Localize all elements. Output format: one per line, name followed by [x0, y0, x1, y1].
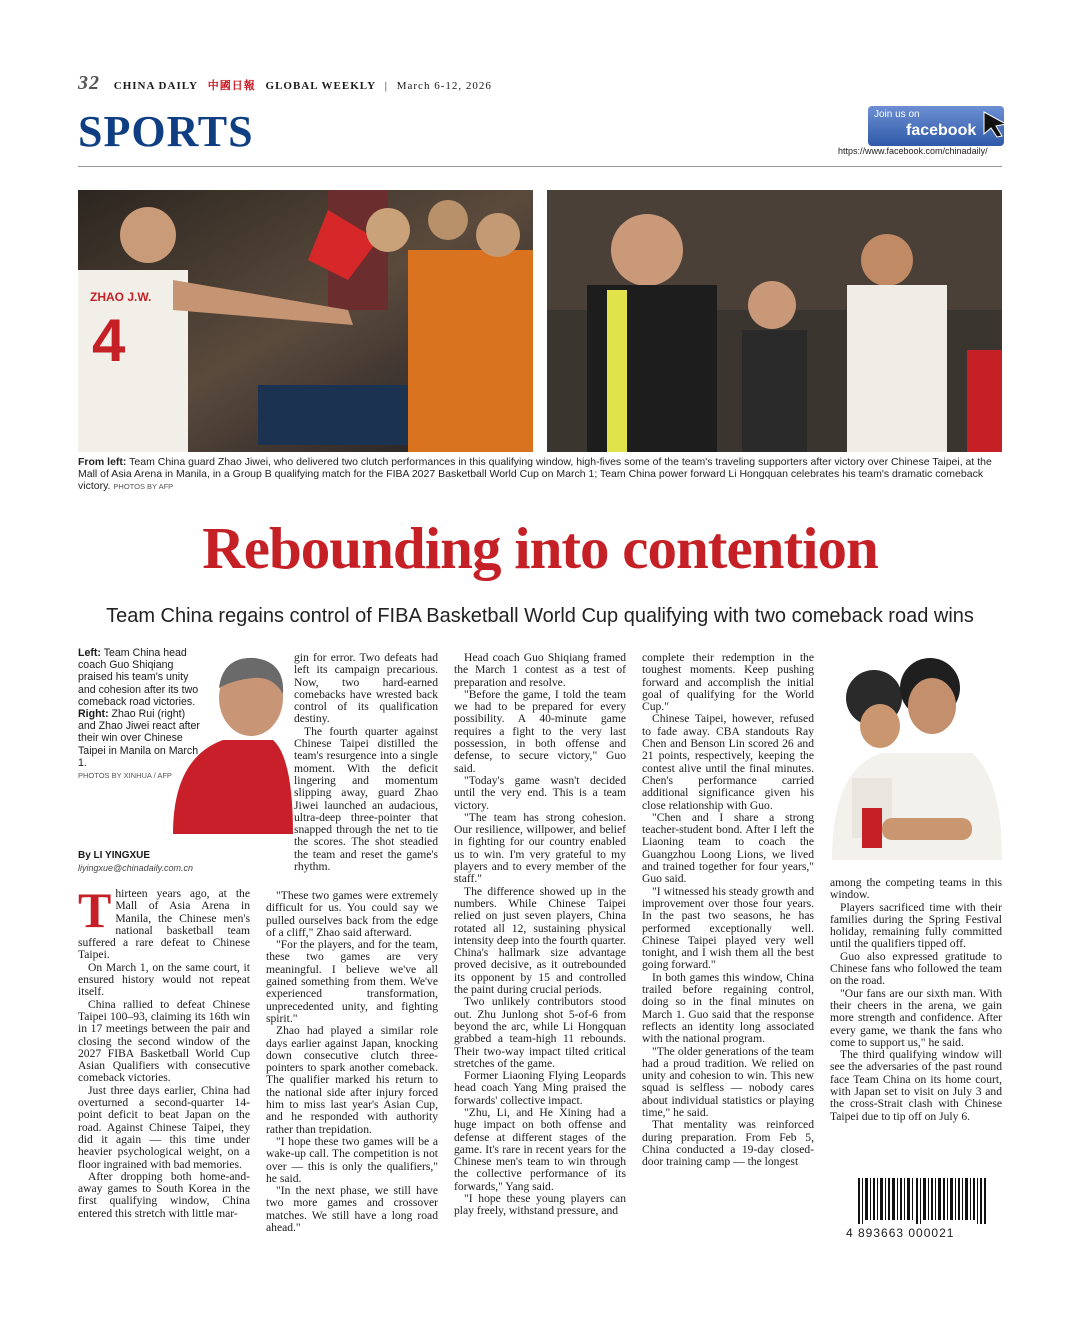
edition-name: GLOBAL WEEKLY: [265, 80, 377, 92]
article-paragraph: "The team has strong cohesion. Our resilience, willpower, and belief in fighting for our country enabled us to win. I'm very grateful to my players and to every member of the staff.": [454, 810, 626, 886]
article-paragraph: gin for error. Two defeats had left its campaign precarious. Now, two hard-earned comebacks have wrested back control of its qualification destiny.: [294, 651, 438, 726]
article-paragraph: "Chen and I share a strong teacher-student bond. After I left the Liaoning team to coach the Guangzhou Loong Lions, we lived and trained together for four years," Guo said.: [642, 810, 814, 886]
drop-cap: T: [78, 882, 112, 938]
article-paragraph: On March 1, on the same court, it ensured history would not repeat itself.: [78, 960, 250, 999]
headline: Rebounding into contention: [202, 515, 878, 581]
folio-separator: |: [384, 80, 388, 92]
article-paragraph: Former Liaoning Flying Leopards head coach Yang Ming praised the forwards' collective impact.: [454, 1069, 626, 1107]
article-paragraph: "I witnessed his steady growth and improvement over those four years. In the past two seasons, he has performed exceptionally well. Chinese Taipei played very well tonight, and I wish them all the best going forward.": [642, 884, 814, 972]
byline: [78, 850, 258, 873]
article-paragraph: "The older generations of the team had a proud tradition. We relied on unity and cohesion to win. This new squad is selfless — nobody cares about individual statistics or playing time," he said.: [642, 1044, 814, 1119]
photo-coach-guo-shiqiang: [163, 648, 293, 834]
publication-name: CHINA DAILY: [113, 80, 199, 92]
article-col-2: [266, 890, 438, 1234]
issue-dates: March 6-12, 2026: [396, 80, 492, 92]
caption-credit: PHOTOS BY AFP: [113, 482, 174, 491]
article-col-5: [830, 877, 1002, 1123]
article-paragraph: "For the players, and for the team, these two games are very meaningful. I believe we've all gained something from them. We've experienced transformation, unprecedented unity, and fighting spirit.": [266, 938, 438, 1025]
article-paragraph: The difference showed up in the numbers. While Chinese Taipei relied on just seven players, China rotated all 12, sustaining physical intensity deep into the fourth quarter. China's hallmark size advantage proved decisive, as it outrebounded its opponent by 15 and controlled the paint during crucial periods.: [454, 884, 626, 997]
jersey-number: 4: [92, 307, 126, 374]
article-paragraph: "Today's game wasn't decided until the very end. This is a team victory.: [454, 773, 626, 812]
photo-zhao-jiwei-fans: [78, 190, 533, 452]
article-paragraph: Players sacrificed time with their families during the Spring Festival holiday, remaining fully committed until the qualifiers tipped off.: [830, 900, 1002, 951]
side-caption-credit: PHOTOS BY XINHUA / AFP: [78, 771, 172, 781]
folio-line: [78, 72, 492, 95]
article-paragraph: Thirteen years ago, at the Mall of Asia Arena in Manila, the Chinese men's national basketball team suffered a rare defeat to Chinese Taipei.: [78, 882, 250, 962]
article-paragraph: complete their redemption in the toughest moments. Keep pushing forward and accomplish the initial goal of qualifying for the World Cup.": [642, 651, 814, 714]
caption-text: Team China guard Zhao Jiwei, who delivered two clutch performances in this qualifying window, high-fives some of the team's traveling supporters after victory over Chinese Taipei, at the Mall of Asia Arena in Manila, in a Group B qualifying match for the FIBA 2027 Basketball World Cup on March 1; Team China power forward Li Hongquan celebrates his team's dramatic comeback victory.: [78, 456, 992, 492]
side-caption-right-label: Right:: [78, 708, 109, 721]
jersey-name: ZHAO J.W.: [90, 290, 152, 304]
article-col-1: [78, 882, 250, 1220]
subheadline: Team China regains control of FIBA Basketball World Cup qualifying with two comeback road wins: [106, 605, 974, 627]
article-paragraph: Just three days earlier, China had overturned a second-quarter 14-point deficit to beat Japan on the road. Against Chinese Taipei, they did it again — this time under heavier psychological weight, on a floor ingrained with bad memories.: [78, 1083, 250, 1171]
article-paragraph: "I hope these young players can play freely, withstand pressure, and: [454, 1192, 626, 1218]
side-caption-left-label: Left:: [78, 647, 101, 659]
page-number: 32: [78, 72, 100, 94]
barcode-number: 4 893663 000021: [846, 1226, 955, 1240]
article-paragraph: Chinese Taipei, however, refused to fade away. CBA standouts Ray Chen and Benson Lin scored 26 and 21 points, respectively, keeping the contest alive until the final minutes. Chen's performance carried additional significance given his close relationship with Guo.: [642, 712, 814, 812]
article-paragraph: "These two games were extremely difficult for us. You could say we pulled ourselves back from the edge of a cliff," Zhao said afterward.: [266, 889, 438, 939]
facebook-join-text: Join us on: [874, 109, 920, 120]
barcode: [858, 1178, 986, 1224]
article-paragraph: That mentality was reinforced during preparation. From Feb 5, China conducted a 19-day closed-door training camp — the longest: [642, 1118, 814, 1169]
section-title: SPORTS: [78, 107, 254, 156]
article-paragraph: Two unlikely contributors stood out. Zhu Junlong shot 5-of-6 from beyond the arc, while Li Hongquan grabbed a team-high 11 rebounds. Their two-way impact tilted critical stretches of the game.: [454, 995, 626, 1070]
article-paragraph: China rallied to defeat Chinese Taipei 100–93, claiming its 16th win in 17 meetings between the pair and closing the second window of the 2027 FIBA Basketball World Cup Asian Qualifiers with consecutive comeback victories.: [78, 997, 250, 1085]
article-paragraph: In both games this window, China trailed before regaining control, doing so in the final minutes on March 1. Guo said that the response reflects an identity long associated with the national program.: [642, 970, 814, 1046]
article-paragraph: The third qualifying window will see the adversaries of the past round face Team China on its home court, with Japan set to visit on July 3 and the cross-Strait clash with Chinese Taipei due to tip off on July 6.: [830, 1048, 1002, 1123]
article-paragraph: "Our fans are our sixth man. With their cheers in the arena, we gain more strength and confidence. After every game, we thank the fans who come to support us," he said.: [830, 986, 1002, 1049]
article-col-2-top: [294, 652, 438, 873]
article-paragraph: Guo also expressed gratitude to Chinese fans who followed the team on the road.: [830, 949, 1002, 988]
article-paragraph: "Zhu, Li, and He Xining had a huge impact on both offense and defense at different stages of the game. It's rare in recent years for the Chinese men's team to win through the collective performance of its forwards," Yang said.: [454, 1105, 626, 1193]
side-caption-right-text: Zhao Rui (right) and Zhao Jiwei react after their win over Chinese Taipei in Manila on March 1.: [78, 708, 200, 769]
header-rule: [78, 166, 1002, 167]
article-col-4: [642, 652, 814, 1168]
facebook-url[interactable]: https://www.facebook.com/chinadaily/: [838, 146, 988, 156]
facebook-brand: facebook: [906, 122, 977, 139]
publication-name-cn: 中國日報: [207, 80, 256, 92]
photo-zhao-rui-zhao-jiwei: [822, 648, 1002, 860]
caption-lead: From left:: [78, 456, 127, 468]
article-paragraph: After dropping both home-and-away games to South Korea in the first qualifying window, China entered this stretch with little mar-: [78, 1169, 250, 1220]
article-paragraph: Zhao had played a similar role days earlier against Japan, knocking down consecutive clutch three-pointers to spark another comeback. The qualifier marked his return to the national side after injury forced him to miss last year's Asian Cup, and he responded with authority rather than trepidation.: [266, 1024, 438, 1136]
article-paragraph: Head coach Guo Shiqiang framed the March 1 contest as a test of preparation and resolve.: [454, 651, 626, 689]
facebook-badge[interactable]: [868, 106, 1004, 146]
photo-li-hongquan-celebrates: [547, 190, 1002, 452]
side-caption-left-text: Team China head coach Guo Shiqiang praised his team's unity and cohesion after its two comeback road victories.: [78, 647, 199, 708]
byline-author: By LI YINGXUE: [78, 850, 151, 861]
article-paragraph: among the competing teams in this window.: [830, 876, 1002, 902]
cursor-arrow-icon: [982, 110, 1008, 138]
article-col-3: [454, 652, 626, 1218]
article-paragraph: "I hope these two games will be a wake-up call. The competition is not over — this is only the qualifiers," he said.: [266, 1134, 438, 1185]
article-paragraph: "Before the game, I told the team we had to be prepared for every possibility. A 40-minute game requires a fight to the very last possession, in both offense and defense, to secure victory," Guo said.: [454, 687, 626, 775]
byline-email[interactable]: liyingxue@chinadaily.com.cn: [78, 863, 194, 873]
photo-caption: [78, 456, 1002, 493]
article-paragraph: The fourth quarter against Chinese Taipei distilled the team's resurgence into a single moment. With the deficit lingering and momentum slipping away, guard Zhao Jiwei launched an audacious, ultra-deep three-pointer that snapped through the net to tie the scores. The shot steadied the team and reset the game's rhythm.: [294, 724, 438, 874]
article-paragraph: "In the next phase, we still have two more games and crossover matches. We still have a long road ahead.": [266, 1184, 438, 1235]
